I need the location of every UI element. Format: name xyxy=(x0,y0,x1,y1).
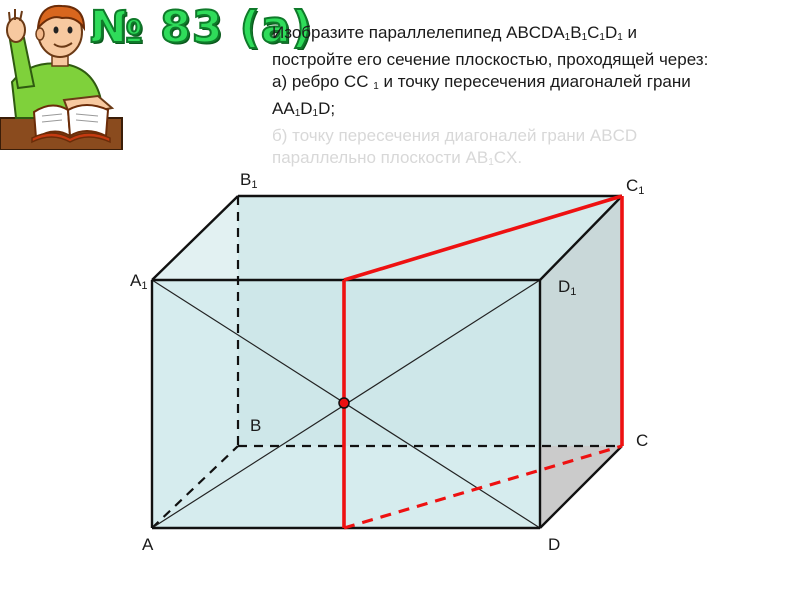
vertex-label-D1: $D_1$ xyxy=(558,277,577,298)
task-line-2: постройте его сечение плоскостью, проходящей через: xyxy=(272,50,709,69)
task-line-4: $AA_1D_1D$; xyxy=(272,99,336,119)
task-line-1: Изобразите параллелепипед $ABCDA_1B_1C_1D_1$ и xyxy=(272,23,638,43)
task-line-3: а) ребро CC $_1$ и точку пересечения диагоналей грани xyxy=(272,72,691,92)
task-line-6: параллельно плоскости $AB_1CX$. xyxy=(272,148,523,168)
vertex-label-A: A xyxy=(142,535,154,554)
task-line-5: б) точку пересечения диагоналей грани ABCD xyxy=(272,126,638,145)
diagonal-intersection-point xyxy=(339,398,349,408)
slide-title: № 83 (а) xyxy=(90,2,313,53)
vertex-label-C1: $C_1$ xyxy=(626,176,645,197)
vertex-label-A1: $A_1$ xyxy=(130,271,148,292)
vertex-label-B: B xyxy=(250,416,262,435)
vertex-label-D: D xyxy=(548,535,561,554)
vertex-label-C: C xyxy=(636,431,649,450)
vertex-label-B1: $B_1$ xyxy=(240,170,258,191)
face-back xyxy=(238,196,622,446)
